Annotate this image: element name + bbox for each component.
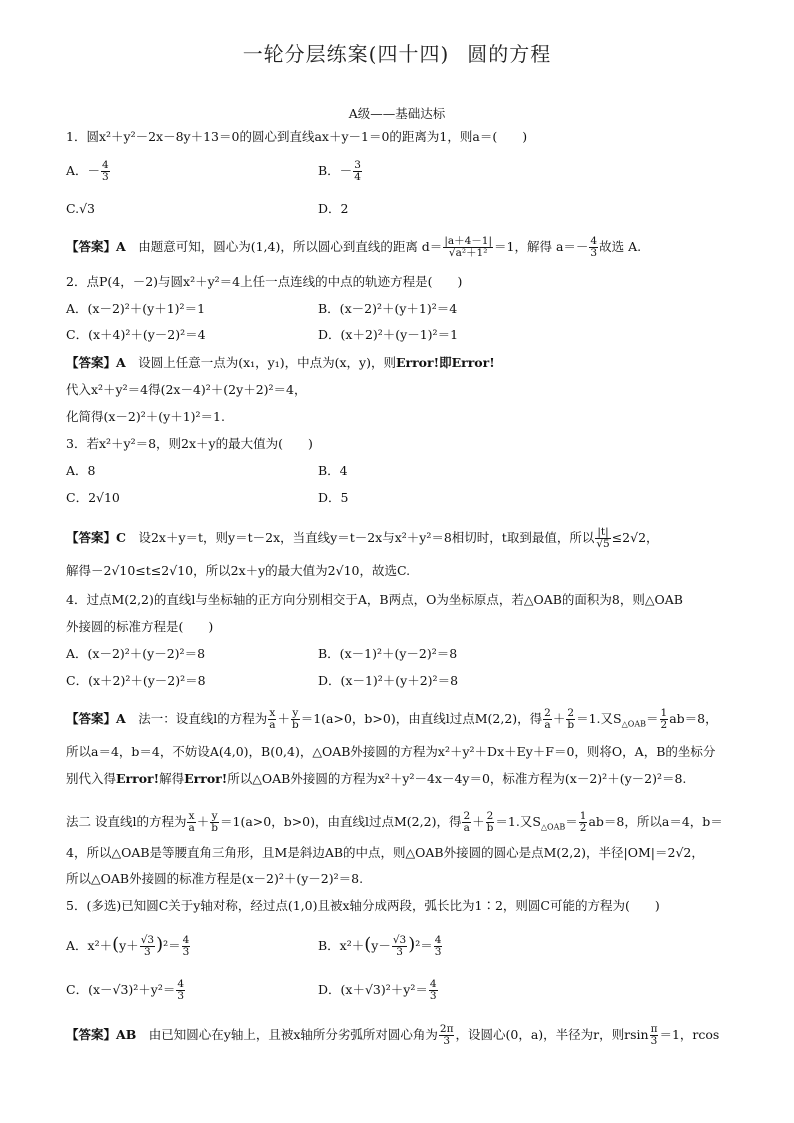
fraction: $\frac{|a+4-1|}{\text{√a²＋1²}}$	[444, 235, 493, 259]
answer-2: 【答案】A 设圆上任意一点为(x₁，y₁)，中点为(x，y)，则Error!即Error!	[66, 355, 495, 370]
q1-options-row2: C.√3 D．2	[66, 201, 349, 216]
question-2: 2．点P(4，－2)与圆x²＋y²＝4上任一点连线的中点的轨迹方程是( )	[66, 274, 463, 289]
answer-3-line2: 解得－2√10≤t≤2√10，所以2x＋y的最大值为2√10，故选C.	[66, 563, 411, 578]
answer-3: 【答案】C 设2x＋y＝t，则y＝t－2x，当直线y＝t－2x与x²＋y²＝8相切时，t取到最值，所以 $\frac{|t|}{√5}$ ≤2√2，	[66, 526, 659, 550]
page-title	[0, 38, 794, 67]
question-4: 4．过点M(2,2)的直线l与坐标轴的正方向分别相交于A，B两点，O为坐标原点，若△OAB的面积为8，则△OAB	[66, 592, 683, 607]
section-heading: A级——基础达标	[348, 106, 446, 121]
answer-4-method2: 法二 设直线l的方程为 $\frac{x}{a}$ ＋ $\frac{y}{b}$ ＝1(a>0，b>0)，由直线l过点M(2,2)，得 $\frac{2}{a}$ ＋ $\frac{2}{b}$ ＝1.又$S_{\triangle OAB}=$ $\frac{1}{2}$ ab＝8，所以a＝4，b＝	[66, 810, 723, 834]
question-4-line2: 外接圆的标准方程是( )	[66, 619, 214, 634]
fraction: $\frac{|t|}{√5}$	[596, 526, 610, 550]
fraction: $\frac{4}{3}$	[590, 235, 598, 259]
title-sub: 圆的方程	[467, 42, 552, 66]
answer-1: 【答案】A 由题意可知，圆心为(1,4)，所以圆心到直线的距离 d＝ $\frac{|a+4-1|}{\text{√a²＋1²}}$ ＝1，解得 a＝－ $\frac{4}{3}$ 故选 A.	[66, 235, 642, 259]
q3-options-row2: C．2√10 D．5	[66, 490, 349, 505]
answer-4-line2: 所以a＝4，b＝4，不妨设A(4,0)，B(0,4)，△OAB外接圆的方程为x²＋y²＋Dx＋Ey＋F＝0，则将O，A，B的坐标分	[66, 744, 716, 759]
answer-2-line2: 代入x²＋y²＝4得(2x－4)²＋(2y＋2)²＝4，	[66, 382, 307, 397]
q5-options-row2: C．(x－√3)²＋y²＝ $\frac{4}{3}$ D．(x＋√3)²＋y²＝ $\frac{4}{3}$	[66, 978, 437, 1002]
question-3: 3．若x²＋y²＝8，则2x＋y的最大值为( )	[66, 436, 313, 451]
q3-options-row1: A．8 B．4	[66, 463, 348, 478]
fraction: $\frac{4}{3}$	[102, 159, 109, 183]
answer-4-method2-line2: 4，所以△OAB是等腰直角三角形，且M是斜边AB的中点，则△OAB外接圆的圆心是点M(2,2)，半径|OM|＝2√2，	[66, 845, 704, 860]
q2-options-row1: A．(x－2)²＋(y＋1)²＝1 B．(x－2)²＋(y＋1)²＝4	[66, 301, 458, 316]
q5-options-row1: A．x²＋(y＋ $\frac{√3}{3}$ )²＝ $\frac{4}{3}$ B．x²＋(y－ $\frac{√3}{3}$ )²＝ $\frac{4}{3}$	[66, 934, 442, 958]
q1-options-row1: A．－ $\frac{4}{3}$ B．－ $\frac{3}{4}$	[66, 159, 361, 183]
answer-4-line3: 别代入得Error!解得Error!所以△OAB外接圆的方程为x²＋y²－4x－4y＝0，标准方程为(x－2)²＋(y－2)²＝8.	[66, 771, 687, 786]
answer-4: 【答案】A 法一：设直线l的方程为 $\frac{x}{a}$ ＋ $\frac{y}{b}$ ＝1(a>0，b>0)，由直线l过点M(2,2)，得 $\frac{2}{a}$ ＋ $\frac{2}{b}$ ＝1.又$S_{\triangle OAB}=$ $\frac{1}{2}$ ab＝8，	[66, 707, 718, 731]
answer-5: 【答案】AB 由已知圆心在y轴上，且被x轴所分劣弧所对圆心角为 $\frac{2\pi}{3}$ ，设圆心(0，a)，半径为r，则rsin $\frac{\pi}{3}$ ＝1，rcos	[66, 1023, 720, 1047]
q4-options-row1: A．(x－2)²＋(y－2)²＝8 B．(x－1)²＋(y－2)²＝8	[66, 646, 458, 661]
q2-options-row2: C．(x＋4)²＋(y－2)²＝4 D．(x＋2)²＋(y－1)²＝1	[66, 327, 459, 342]
answer-4-method2-line3: 所以△OAB外接圆的标准方程是(x－2)²＋(y－2)²＝8.	[66, 871, 364, 886]
answer-2-line3: 化简得(x－2)²＋(y＋1)²＝1.	[66, 409, 225, 424]
q4-options-row2: C．(x＋2)²＋(y－2)²＝8 D．(x－1)²＋(y＋2)²＝8	[66, 673, 459, 688]
fraction: $\frac{3}{4}$	[354, 159, 361, 183]
question-1: 1．圆x²＋y²－2x－8y＋13＝0的圆心到直线ax＋y－1＝0的距离为1，则a＝( )	[66, 129, 528, 144]
title-main: 一轮分层练案(四十四)	[242, 42, 450, 66]
question-5: 5．(多选)已知圆C关于y轴对称，经过点(1,0)且被x轴分成两段，弧长比为1∶2，则圆C可能的方程为( )	[66, 898, 660, 913]
